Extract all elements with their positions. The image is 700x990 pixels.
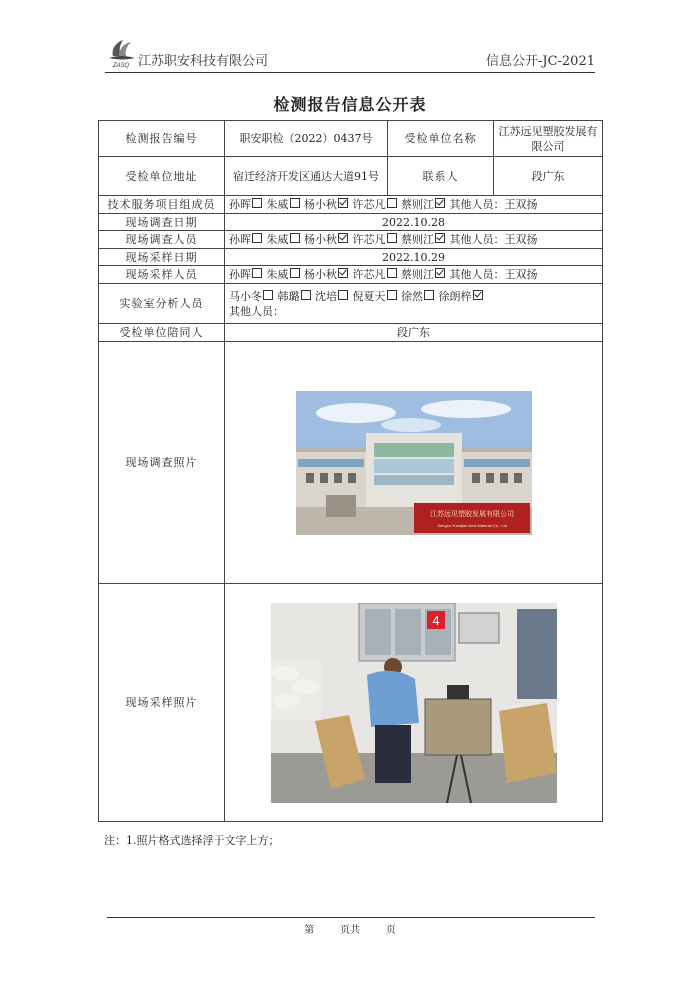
staff-name: 杨小秋 bbox=[304, 233, 337, 246]
surveyors-label: 现场调查人员 bbox=[99, 231, 225, 249]
staff-name: 韩璐 bbox=[277, 289, 300, 303]
checked-checkbox-icon bbox=[435, 268, 445, 278]
table-row bbox=[99, 231, 603, 249]
sampling-photo-label: 现场采样照片 bbox=[99, 584, 225, 822]
contact-label: 联系人 bbox=[388, 157, 494, 196]
report-no-value: 职安职检（2022）0437号 bbox=[225, 121, 388, 157]
unchecked-checkbox-icon bbox=[290, 233, 300, 243]
photo-sign-text: 江苏远见塑胶发展有限公司 bbox=[429, 509, 514, 518]
address-value: 宿迁经济开发区通达大道91号 bbox=[225, 157, 388, 196]
photo-worker-shirt bbox=[367, 670, 419, 726]
table-row bbox=[99, 266, 603, 284]
sampling-date-value: 2022.10.29 bbox=[225, 249, 603, 266]
footer-page-middle: 页共 bbox=[340, 925, 360, 936]
checked-checkbox-icon bbox=[338, 198, 348, 208]
team-label: 技术服务项目组成员 bbox=[99, 196, 225, 214]
checked-checkbox-icon bbox=[435, 198, 445, 208]
photo-sign-subtext: Jiangsu Yuanjian New Material Co., Ltd bbox=[436, 522, 507, 528]
checked-checkbox-icon bbox=[338, 268, 348, 278]
page-header bbox=[105, 34, 595, 73]
company-logo bbox=[105, 34, 137, 70]
lab-others: 其他人员： bbox=[229, 304, 284, 318]
staff-others: 其他人员：王双扬 bbox=[449, 233, 538, 246]
address-label: 受检单位地址 bbox=[99, 157, 225, 196]
footer-page-suffix: 页 bbox=[385, 925, 396, 936]
sampling-date-label: 现场采样日期 bbox=[99, 249, 225, 266]
samplers-members bbox=[225, 266, 603, 284]
unchecked-checkbox-icon bbox=[252, 198, 262, 208]
survey-photo-cell bbox=[225, 342, 603, 584]
staff-name: 朱威 bbox=[266, 268, 289, 281]
survey-photo-label: 现场调查照片 bbox=[99, 342, 225, 584]
staff-name: 朱威 bbox=[266, 198, 289, 211]
unchecked-checkbox-icon bbox=[263, 290, 273, 300]
unchecked-checkbox-icon bbox=[252, 233, 262, 243]
unchecked-checkbox-icon bbox=[290, 198, 300, 208]
staff-name: 许芯凡 bbox=[352, 268, 386, 281]
checked-checkbox-icon bbox=[435, 233, 445, 243]
escort-label: 受检单位陪同人 bbox=[99, 324, 225, 342]
lab-members bbox=[225, 284, 603, 324]
table-row bbox=[99, 324, 603, 342]
staff-name: 徐朗梓 bbox=[438, 289, 472, 303]
staff-name: 沈培 bbox=[315, 289, 337, 303]
staff-name: 杨小秋 bbox=[304, 268, 337, 281]
unit-name-label: 受检单位名称 bbox=[388, 121, 494, 157]
staff-others: 其他人员：王双扬 bbox=[449, 268, 538, 281]
checked-checkbox-icon bbox=[473, 290, 483, 300]
samplers-label: 现场采样人员 bbox=[99, 266, 225, 284]
staff-name: 许芯凡 bbox=[352, 233, 386, 246]
lab-label: 实验室分析人员 bbox=[99, 284, 225, 324]
staff-others: 其他人员：王双扬 bbox=[449, 198, 538, 211]
staff-name: 蔡则江 bbox=[401, 233, 434, 246]
staff-name: 徐然 bbox=[401, 289, 423, 303]
staff-name: 马小冬 bbox=[229, 289, 262, 303]
table-row bbox=[99, 214, 603, 231]
footer-page-prefix: 第 bbox=[304, 925, 315, 936]
sampling-photo bbox=[271, 603, 557, 803]
table-row bbox=[99, 584, 603, 822]
survey-date-value: 2022.10.28 bbox=[225, 214, 603, 231]
table-row bbox=[99, 284, 603, 324]
staff-name: 许芯凡 bbox=[352, 198, 386, 211]
page-title: 检测报告信息公开表 bbox=[273, 95, 427, 114]
info-table bbox=[98, 120, 603, 822]
unchecked-checkbox-icon bbox=[387, 268, 397, 278]
report-no-label: 检测报告编号 bbox=[99, 121, 225, 157]
unchecked-checkbox-icon bbox=[387, 198, 397, 208]
staff-name: 朱威 bbox=[266, 233, 289, 246]
staff-name: 倪夏天 bbox=[352, 289, 386, 303]
staff-name: 蔡则江 bbox=[401, 268, 434, 281]
table-row bbox=[99, 342, 603, 584]
staff-name: 杨小秋 bbox=[304, 198, 337, 211]
unchecked-checkbox-icon bbox=[301, 290, 311, 300]
page-footer bbox=[0, 921, 700, 936]
company-name: 江苏职安科技有限公司 bbox=[138, 54, 269, 69]
sampling-photo-cell bbox=[225, 584, 603, 822]
staff-name: 蔡则江 bbox=[401, 198, 434, 211]
photo-number-badge: 4 bbox=[431, 612, 440, 628]
unchecked-checkbox-icon bbox=[252, 268, 262, 278]
footnote: 注：1.照片格式选择浮于文字上方； bbox=[104, 834, 280, 847]
team-members bbox=[225, 196, 603, 214]
logo-text: ZASQ bbox=[112, 63, 130, 69]
escort-value: 段广东 bbox=[225, 324, 603, 342]
table-row bbox=[99, 121, 603, 157]
table-row bbox=[99, 196, 603, 214]
photo-company-sign bbox=[414, 503, 530, 533]
staff-name: 孙晖 bbox=[229, 233, 251, 246]
checked-checkbox-icon bbox=[338, 233, 348, 243]
staff-name: 孙晖 bbox=[229, 198, 251, 211]
table-row bbox=[99, 249, 603, 266]
survey-date-label: 现场调查日期 bbox=[99, 214, 225, 231]
contact-value: 段广东 bbox=[494, 157, 603, 196]
unchecked-checkbox-icon bbox=[290, 268, 300, 278]
staff-name: 孙晖 bbox=[229, 268, 251, 281]
unchecked-checkbox-icon bbox=[387, 290, 397, 300]
unchecked-checkbox-icon bbox=[338, 290, 348, 300]
document-code: 信息公开-JC-2021 bbox=[485, 54, 595, 69]
unchecked-checkbox-icon bbox=[424, 290, 434, 300]
surveyors-members bbox=[225, 231, 603, 249]
unchecked-checkbox-icon bbox=[387, 233, 397, 243]
table-row bbox=[99, 157, 603, 196]
unit-name-value: 江苏远见塑胶发展有限公司 bbox=[494, 121, 603, 157]
survey-photo bbox=[296, 391, 532, 535]
footer-divider bbox=[107, 917, 595, 918]
